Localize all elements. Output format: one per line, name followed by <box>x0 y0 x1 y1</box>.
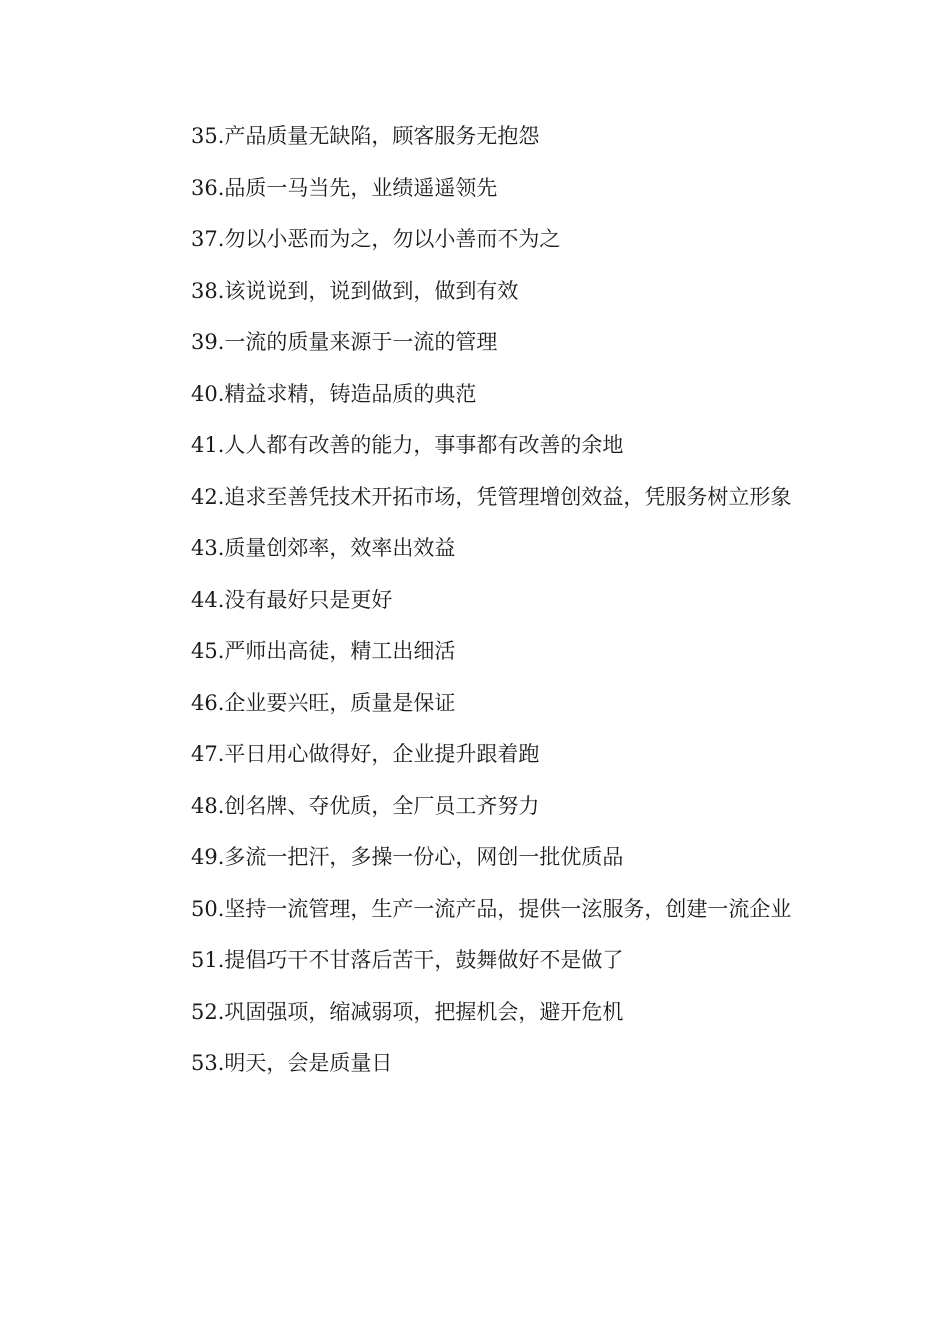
list-item: 46.企业要兴旺，质量是保证 <box>191 690 456 715</box>
list-item: 51.提倡巧干不甘落后苦干，鼓舞做好不是做了 <box>191 948 624 972</box>
list-item: 48.创名牌、夺优质，全厂员工齐努力 <box>191 793 540 818</box>
list-item: 43.质量创郊率，效率出效益 <box>191 536 456 560</box>
list-item: 53.明天，会是质量日 <box>191 1051 393 1075</box>
list-item: 44.没有最好只是更好 <box>191 587 393 612</box>
list-item: 52.巩固强项，缩减弱项，把握机会，避开危机 <box>191 999 624 1024</box>
list-item: 41.人人都有改善的能力，事事都有改善的余地 <box>191 433 624 457</box>
list-item: 42.追求至善凭技术开拓市场，凭管理增创效益，凭服务树立形象 <box>191 484 792 509</box>
list-item: 50.坚持一流管理，生产一流产品，提供一泫服务，创建一流企业 <box>191 896 792 921</box>
list-item: 38.该说说到，说到做到，做到有效 <box>191 278 519 303</box>
list-item: 45.严师出高徒，精工出细活 <box>191 639 456 663</box>
list-item: 37.勿以小恶而为之，勿以小善而不为之 <box>191 227 561 251</box>
list-item: 47.平日用心做得好，企业提升跟着跑 <box>191 742 540 766</box>
list-item: 39.一流的质量来源于一流的管理 <box>191 330 498 354</box>
list-item: 35.产品质量无缺陷，顾客服务无抱怨 <box>191 124 540 148</box>
list-item: 36.品质一马当先，业绩遥遥领先 <box>191 175 498 200</box>
document-body <box>147 111 807 1090</box>
list-item: 40.精益求精，铸造品质的典范 <box>191 381 477 406</box>
list-item: 49.多流一把汗，多操一份心，网创一批优质品 <box>191 845 624 869</box>
